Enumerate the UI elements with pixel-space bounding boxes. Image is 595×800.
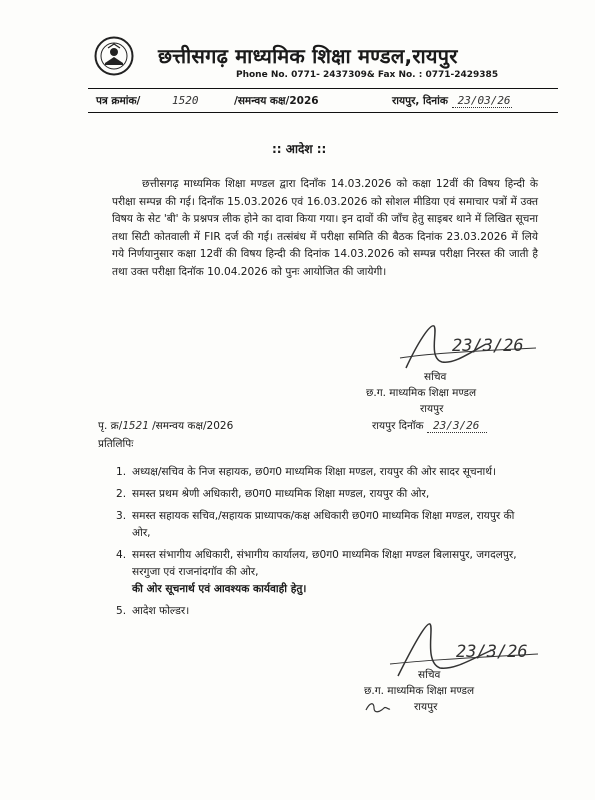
signatory-designation: सचिव — [424, 371, 447, 383]
copy-list — [116, 464, 536, 625]
action-note: की ओर सूचनार्थ एवं आवश्यक कार्यवाही हेतु। — [132, 583, 307, 595]
letter-number-value: 1520 — [172, 94, 199, 107]
copy-ref-prefix: पृ. क्र/ — [98, 420, 123, 432]
signature-date-2: 23/3/26 — [456, 642, 528, 662]
contact-numbers: Phone No. 0771- 2437309& Fax No. : 0771-2429385 — [236, 70, 499, 80]
signatory-org: छ.ग. माध्यमिक शिक्षा मण्डल — [366, 387, 477, 399]
letter-date — [392, 94, 512, 108]
signatory-designation-2: सचिव — [418, 669, 441, 681]
order-body — [112, 176, 538, 281]
copy-date — [372, 419, 487, 433]
place-date-label: रायपुर, दिनांक — [392, 95, 448, 107]
department-ref: /समन्वय कक्ष/2026 — [234, 95, 319, 107]
copy-date-value: 23/3/26 — [432, 419, 480, 432]
list-item: 4. समस्त संभागीय अधिकारी, संभागीय कार्यालय, छ0ग0 माध्यमिक शिक्षा मण्डल बिलासपुर, जगदलपुर, सरगुजा एवं राजनांदगॉव की ओर, की ओर सूचनार्थ एवं आवश्यक कार्यवाही हेतु। — [116, 549, 517, 595]
letter-number-label: पत्र क्रमांक/ — [96, 95, 141, 107]
signatory-city: रायपुर — [420, 403, 444, 415]
signatory-city-2: रायपुर — [414, 701, 438, 713]
header-divider-bottom — [88, 112, 558, 113]
list-item: 5. आदेश फोल्डर। — [116, 605, 190, 617]
initials-scribble-icon — [364, 700, 392, 716]
organization-name: छत्तीसगढ़ माध्यमिक शिक्षा मण्डल,रायपुर — [158, 44, 458, 68]
board-emblem-icon — [94, 36, 134, 76]
order-title: :: आदेश :: — [272, 142, 327, 156]
date-value: 23/03/26 — [457, 94, 511, 107]
list-item: 2. समस्त प्रथम श्रेणी अधिकारी, छ0ग0 माध्यमिक शिक्षा मण्डल, रायपुर की ओर, — [116, 488, 430, 500]
copy-date-label: रायपुर दिनॉक — [372, 420, 424, 432]
date-field — [452, 96, 512, 108]
list-item: 1. अध्यक्ष/सचिव के निज सहायक, छ0ग0 माध्यमिक शिक्षा मण्डल, रायपुर की ओर सादर सूचनार्थ। — [116, 466, 497, 478]
order-paragraph: छत्तीसगढ़ माध्यमिक शिक्षा मण्डल द्वारा दिनाँक 14.03.2026 को कक्षा 12वीं की विषय हिन्दी के परीक्षा सम्पन्न की गई। दिनाँक 15.03.2026 एवं 16.03.2026 को सोशल मीडिया एवं समाचार पत्रों में उक्त विषय के सेट 'बी' के प्रश्नपत्र लीक होने का दावा किया गया। इन दावों की जाँच हेतु साइबर थाने में लिखित सूचना तथा सिटी कोतवाली में FIR दर्ज की गई। तत्संबंध में परीक्षा समिति की बैठक दिनांक 23.03.2026 में लिये गये निर्णयानुसार कक्षा 12वीं की विषय हिन्दी की दिनांक 14.03.2026 को सम्पन्न परीक्षा निरस्त की जाती है तथा उक्त परीक्षा दिनॉक 10.04.2026 को पुनः आयोजित की जायेगी। — [112, 178, 538, 278]
header-divider — [88, 88, 558, 89]
copy-ref-dept: /समन्वय कक्ष/2026 — [152, 420, 234, 432]
list-item: 3. समस्त सहायक सचिव,/सहायक प्राध्यापक/कक्ष अधिकारी छ0ग0 माध्यमिक शिक्षा मण्डल, रायपुर की ओर, — [116, 510, 515, 539]
copy-date-field — [427, 421, 487, 433]
signature-date: 23/3/26 — [452, 336, 524, 356]
signatory-org-2: छ.ग. माध्यमिक शिक्षा मण्डल — [364, 685, 475, 697]
copy-ref — [98, 419, 233, 433]
copy-ref-number: 1521 — [122, 419, 149, 432]
copy-heading: प्रतिलिपिः — [98, 438, 134, 450]
